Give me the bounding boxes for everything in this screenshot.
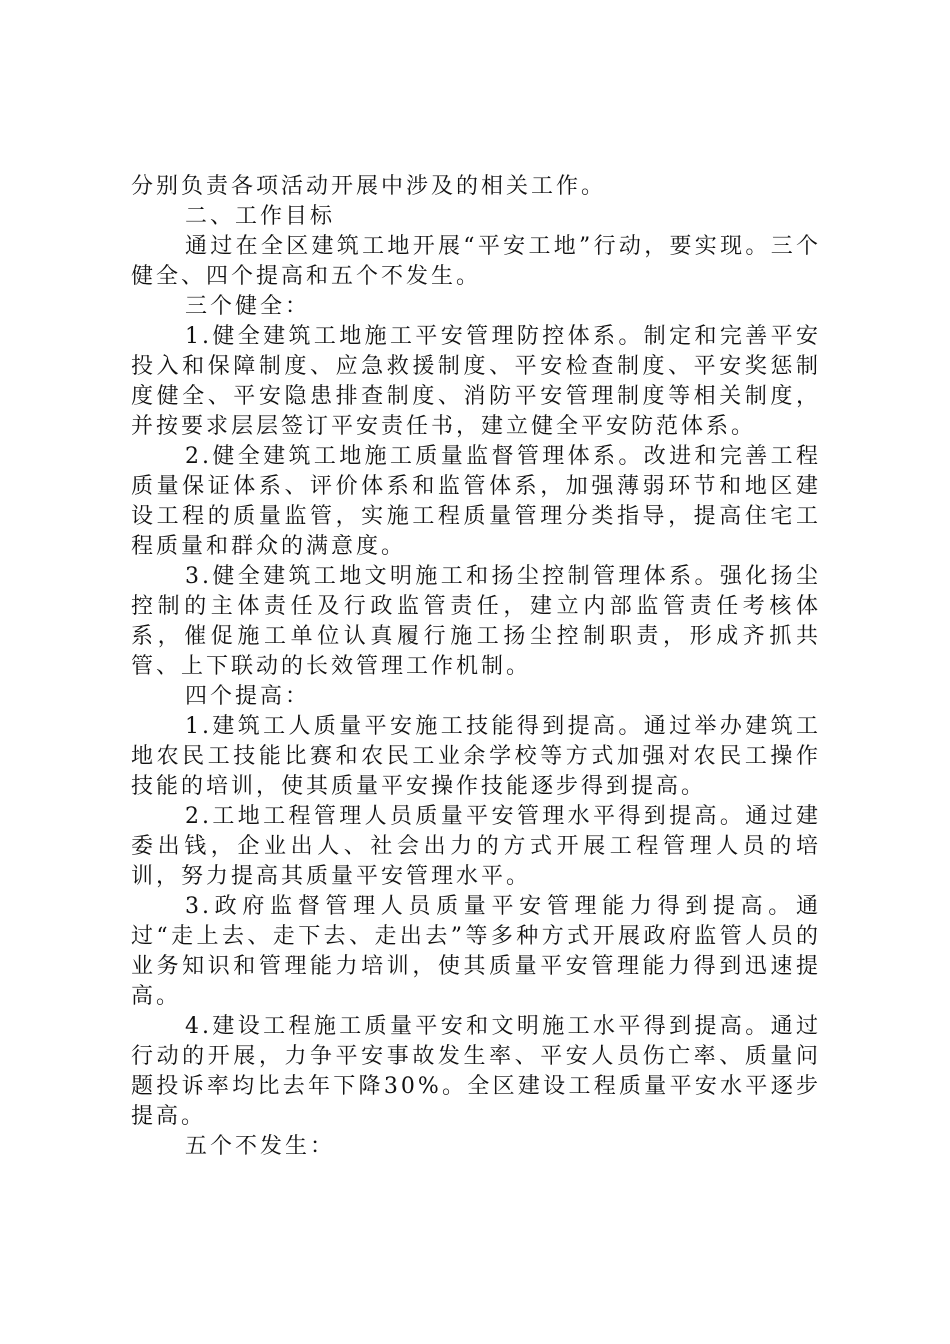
subheading-four-improvements: 四个提高：: [185, 684, 311, 709]
paragraph-responsibility: 分别负责各项活动开展中涉及的相关工作。: [131, 174, 607, 199]
list-item-sound-3: 3.健全建筑工地文明施工和扬尘控制管理体系。强化扬尘控制的主体责任及行政监管责任，建立内部监管责任考核体系，催促施工单位认真履行施工扬尘控制职责，形成齐抓共管、上下联动的长效管理工作机制。: [131, 564, 821, 679]
list-item-improve-1: 1.建筑工人质量平安施工技能得到提高。通过举办建筑工地农民工技能比赛和农民工业余学校等方式加强对农民工操作技能的培训，使其质量平安操作技能逐步得到提高。: [131, 714, 821, 799]
list-item-sound-1: 1.健全建筑工地施工平安管理防控体系。制定和完善平安投入和保障制度、应急救援制度、平安检查制度、平安奖惩制度健全、平安隐患排查制度、消防平安管理制度等相关制度，并按要求层层签订平安责任书，建立健全平安防范体系。: [131, 324, 821, 439]
list-item-improve-4: 4.建设工程施工质量平安和文明施工水平得到提高。通过行动的开展，力争平安事故发生率、平安人员伤亡率、质量问题投诉率均比去年下降30%。全区建设工程质量平安水平逐步提高。: [131, 1014, 821, 1129]
document-body: [131, 172, 821, 1162]
list-item-sound-2: 2.健全建筑工地施工质量监督管理体系。改进和完善工程质量保证体系、评价体系和监管体系，加强薄弱环节和地区建设工程的质量监管，实施工程质量管理分类指导，提高住宅工程质量和群众的满意度。: [131, 444, 821, 559]
subheading-three-sound: 三个健全：: [185, 294, 311, 319]
list-item-improve-2: 2.工地工程管理人员质量平安管理水平得到提高。通过建委出钱，企业出人、社会出力的方式开展工程管理人员的培训，努力提高其质量平安管理水平。: [131, 804, 821, 889]
subheading-five-no-occurrence: 五个不发生：: [185, 1134, 336, 1159]
section-heading-work-goals: 二、工作目标: [185, 204, 336, 229]
paragraph-goal-summary: 通过在全区建筑工地开展“平安工地”行动，要实现。三个健全、四个提高和五个不发生。: [131, 234, 821, 289]
list-item-improve-3: 3.政府监督管理人员质量平安管理能力得到提高。通过“走上去、走下去、走出去”等多种方式开展政府监管人员的业务知识和管理能力培训，使其质量平安管理能力得到迅速提高。: [131, 894, 821, 1009]
